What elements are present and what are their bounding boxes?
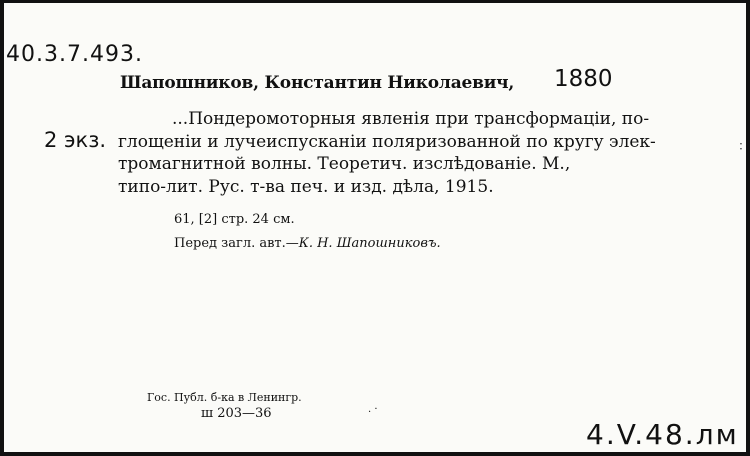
description bbox=[118, 108, 738, 198]
author-note bbox=[174, 236, 441, 251]
copies-note: 2 экз. bbox=[44, 128, 107, 152]
card-border-right bbox=[746, 0, 750, 456]
description-line-1: ...Пондеромоторныя явленія при трансформаціи, по- bbox=[172, 109, 650, 129]
description-line-3: тромагнитной волны. Теоретич. изслѣдованіе. М., bbox=[118, 154, 571, 174]
card-border-top bbox=[0, 0, 750, 3]
description-line-2: глощеніи и лучеиспусканіи поляризованной по кругу элек- bbox=[118, 131, 656, 152]
call-number: 40.3.7.493. bbox=[6, 42, 143, 67]
card-border-left bbox=[0, 0, 4, 456]
collation: 61, [2] стр. 24 см. bbox=[174, 212, 295, 227]
description-line-4: типо-лит. Рус. т-ва печ. и изд. дѣла, 1915. bbox=[118, 176, 494, 197]
ink-specks: . · bbox=[368, 404, 378, 415]
margin-mark: ˸ bbox=[739, 140, 743, 156]
shelf-mark: 4.V.48.лм bbox=[586, 418, 739, 451]
heading-author: Шапошников, Константин Николаевич, bbox=[120, 73, 515, 93]
author-note-name: К. Н. Шапошниковъ. bbox=[298, 236, 441, 251]
card-border-bottom bbox=[0, 452, 750, 456]
source-number: ш 203—36 bbox=[201, 406, 272, 421]
birth-year: 1880 bbox=[554, 66, 613, 92]
author-note-prefix: Перед загл. авт.— bbox=[174, 236, 299, 251]
source-library: Гос. Публ. б-ка в Ленингр. bbox=[147, 391, 302, 404]
